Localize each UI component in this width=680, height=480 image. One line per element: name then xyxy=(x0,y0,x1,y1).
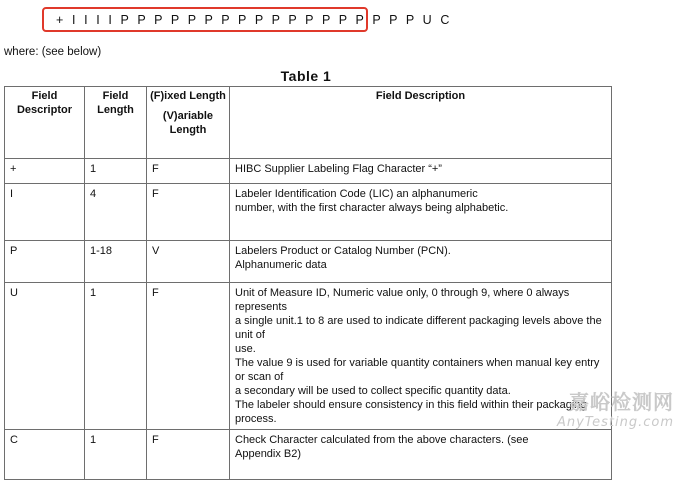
row-type: F xyxy=(147,159,230,184)
description-line: Labeler Identification Code (LIC) an alphanumeric xyxy=(235,188,478,200)
row-length: 4 xyxy=(85,184,147,241)
row-type: V xyxy=(147,241,230,283)
row-descriptor: I xyxy=(5,184,85,241)
row-type: F xyxy=(147,184,230,241)
row-description xyxy=(230,159,612,184)
field-table xyxy=(4,86,612,480)
description-line: The value 9 is used for variable quantity containers when manual key entry or scan of xyxy=(235,357,600,383)
table-row xyxy=(5,159,612,184)
description-line: The labeler should ensure consistency in this field within their packaging process. xyxy=(235,399,587,425)
row-type: F xyxy=(147,283,230,430)
description-line: HIBC Supplier Labeling Flag Character “+” xyxy=(235,163,442,175)
table-row xyxy=(5,430,612,480)
format-string: + I I I I P P P P P P P P P P P P P P P P P P U C xyxy=(56,12,453,27)
where-note: where: (see below) xyxy=(4,46,102,58)
row-length: 1 xyxy=(85,430,147,480)
row-descriptor: P xyxy=(5,241,85,283)
row-description xyxy=(230,283,612,430)
table-row xyxy=(5,283,612,430)
watermark-english: AnyTesting.com xyxy=(556,415,674,430)
watermark-logo xyxy=(557,386,674,430)
row-descriptor: U xyxy=(5,283,85,430)
row-length: 1 xyxy=(85,283,147,430)
description-line: Alphanumeric data xyxy=(235,259,327,271)
row-length: 1 xyxy=(85,159,147,184)
row-description xyxy=(230,184,612,241)
row-descriptor: C xyxy=(5,430,85,480)
description-line: Labelers Product or Catalog Number (PCN). xyxy=(235,245,451,257)
row-description xyxy=(230,241,612,283)
description-line: Check Character calculated from the above characters. (see xyxy=(235,434,529,446)
header-field-descriptor: Field Descriptor xyxy=(5,87,85,159)
format-string-box xyxy=(42,7,453,32)
table-row xyxy=(5,241,612,283)
description-line: a secondary will be used to collect specific quantity data. xyxy=(235,385,511,397)
description-line: a single unit.1 to 8 are used to indicate different packaging levels above the unit of xyxy=(235,315,602,341)
description-line: use. xyxy=(235,343,256,355)
description-line: Appendix B2) xyxy=(235,448,302,460)
row-type: F xyxy=(147,430,230,480)
header-field-length: Field Length xyxy=(85,87,147,159)
watermark-chinese: 嘉峪检测网 xyxy=(569,390,674,414)
row-length: 1-18 xyxy=(85,241,147,283)
table-title: Table 1 xyxy=(280,68,332,84)
row-description xyxy=(230,430,612,480)
description-line: Unit of Measure ID, Numeric value only, 0 through 9, where 0 always represents xyxy=(235,287,570,313)
description-line: number, with the first character always being alphabetic. xyxy=(235,202,509,214)
row-descriptor: + xyxy=(5,159,85,184)
header-variable-length: (V)ariable Length xyxy=(162,110,214,136)
table-row xyxy=(5,184,612,241)
table-header-row xyxy=(5,87,612,159)
header-field-description: Field Description xyxy=(230,87,612,159)
header-fixed-variable xyxy=(147,87,230,159)
header-fixed-length: (F)ixed Length xyxy=(150,90,226,102)
